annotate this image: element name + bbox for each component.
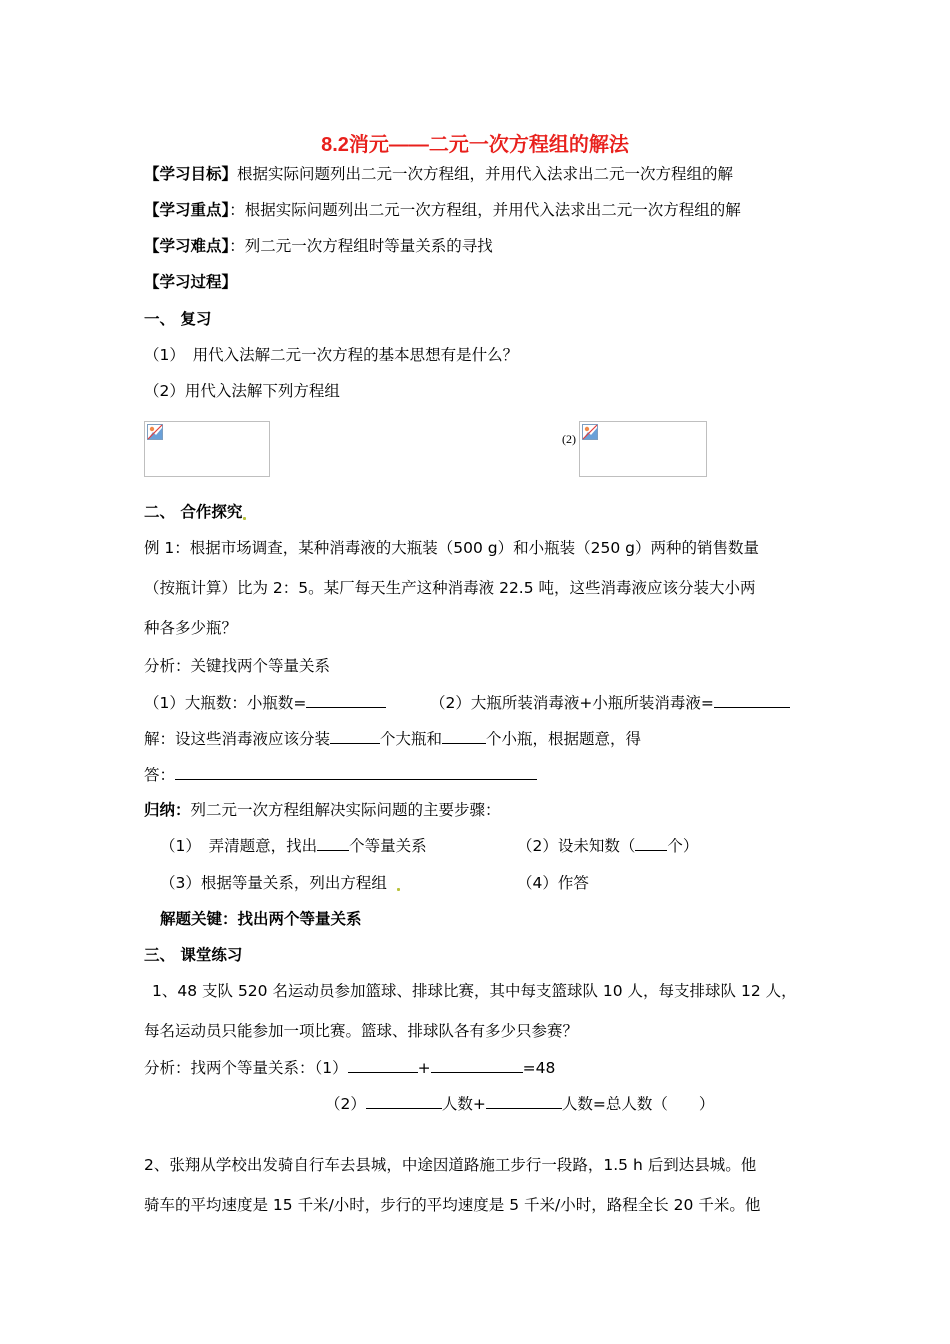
summary-text: 列二元一次方程组解决实际问题的主要步骤： — [190, 801, 501, 819]
step-2-text-b: 个） — [667, 837, 699, 855]
mark-dot — [243, 517, 246, 520]
answer-label: 答： — [144, 766, 176, 784]
solution-text-b: 个大瓶和 — [380, 730, 443, 748]
blank — [431, 1057, 523, 1073]
equation-image-2 — [579, 421, 707, 477]
broken-image-icon — [582, 424, 598, 440]
difficulty-label: 【学习难点】 — [144, 237, 230, 255]
blank — [486, 1093, 562, 1109]
example-1-line-3: 种各多少瓶？ — [144, 619, 238, 637]
step-3 — [160, 873, 400, 893]
objective-label: 【学习目标】 — [144, 165, 238, 183]
solution-text-c: 个小瓶，根据题意，得 — [486, 730, 642, 748]
problem-2-line-1: 2、张翔从学校出发骑自行车去县城，中途因道路施工步行一段路，1.5 h 后到达县城。他 — [144, 1156, 757, 1174]
summary-line — [144, 800, 501, 820]
problem-1-line-1: 1、48 支队 520 名运动员参加篮球、排球比赛，其中每支篮球队 10 人，每支排球队 12 人， — [152, 982, 797, 1000]
relation-1 — [144, 692, 386, 713]
learning-difficulty — [144, 236, 493, 256]
blank — [635, 835, 667, 851]
answer-line — [144, 764, 537, 785]
page-title: 8.2消元——二元一次方程组的解法 — [321, 134, 629, 156]
plus-sign: + — [417, 1059, 431, 1077]
review-question-2: （2）用代入法解下列方程组 — [144, 382, 340, 400]
step-2-text-a: （2）设未知数（ — [517, 837, 636, 855]
relation-2-prefix: （2） — [325, 1095, 366, 1113]
blank — [442, 728, 486, 744]
step-1 — [160, 835, 427, 856]
analysis-prefix: 分析：找两个等量关系：（1） — [144, 1059, 348, 1077]
process-label: 【学习过程】 — [144, 273, 238, 291]
learning-objective — [144, 164, 733, 184]
example-1-line-1: 例 1：根据市场调查，某种消毒液的大瓶装（500 g）和小瓶装（250 g）两种的销售数量 — [144, 539, 759, 557]
blank — [175, 764, 537, 780]
relation-1-text: （1）大瓶数：小瓶数= — [144, 694, 307, 712]
key-insight: 解题关键：找出两个等量关系 — [160, 910, 362, 928]
problem-1-analysis — [144, 1057, 555, 1078]
equation-image-1 — [144, 421, 270, 477]
step-1-text-a: （1） 弄清题意，找出 — [160, 837, 318, 855]
equals-48: =48 — [522, 1059, 556, 1077]
section-explore-heading — [144, 502, 246, 522]
problem-1-line-2: 每名运动员只能参加一项比赛。篮球、排球队各有多少只参赛？ — [144, 1022, 579, 1040]
solution-line — [144, 728, 641, 749]
solution-text-a: 解：设这些消毒液应该分装 — [144, 730, 331, 748]
objective-text: 根据实际问题列出二元一次方程组，并用代入法求出二元一次方程组的解 — [237, 165, 734, 183]
relation-2 — [430, 692, 790, 713]
explore-heading-text: 二、 合作探究 — [144, 503, 243, 521]
problem-2-line-2: 骑车的平均速度是 15 千米/小时，步行的平均速度是 5 千米/小时，路程全长 20 千米。他 — [144, 1196, 761, 1214]
blank — [714, 692, 790, 708]
blank — [306, 692, 386, 708]
relation-2-mid: 人数+ — [441, 1095, 486, 1113]
summary-label: 归纳： — [144, 801, 191, 819]
key-point-text: ：根据实际问题列出二元一次方程组，并用代入法求出二元一次方程组的解 — [229, 201, 741, 219]
blank — [366, 1093, 442, 1109]
blank — [330, 728, 380, 744]
equation-2-label: (2) — [562, 432, 576, 446]
analysis-text: 分析：关键找两个等量关系 — [144, 657, 331, 675]
section-practice-heading: 三、 课堂练习 — [144, 946, 243, 964]
step-3-text: （3）根据等量关系，列出方程组 — [160, 874, 387, 892]
learning-key-point — [144, 200, 741, 220]
relation-2-text: （2）大瓶所装消毒液+小瓶所装消毒液= — [430, 694, 714, 712]
broken-image-icon — [147, 424, 163, 440]
step-2 — [517, 835, 698, 856]
difficulty-text: ：列二元一次方程组时等量关系的寻找 — [229, 237, 493, 255]
key-point-label: 【学习重点】 — [144, 201, 230, 219]
relation-2-suffix: 人数=总人数（ ） — [561, 1095, 715, 1113]
blank — [317, 835, 349, 851]
section-review-heading: 一、 复习 — [144, 310, 212, 328]
step-4: （4）作答 — [517, 874, 589, 892]
mark-dot — [397, 888, 400, 891]
review-question-1: （1） 用代入法解二元一次方程的基本思想有是什么？ — [144, 346, 519, 364]
example-1-line-2: （按瓶计算）比为 2：5。某厂每天生产这种消毒液 22.5 吨，这些消毒液应该分装大小两 — [144, 579, 756, 597]
problem-1-relation-2 — [325, 1093, 714, 1114]
step-1-text-b: 个等量关系 — [349, 837, 427, 855]
blank — [348, 1057, 418, 1073]
